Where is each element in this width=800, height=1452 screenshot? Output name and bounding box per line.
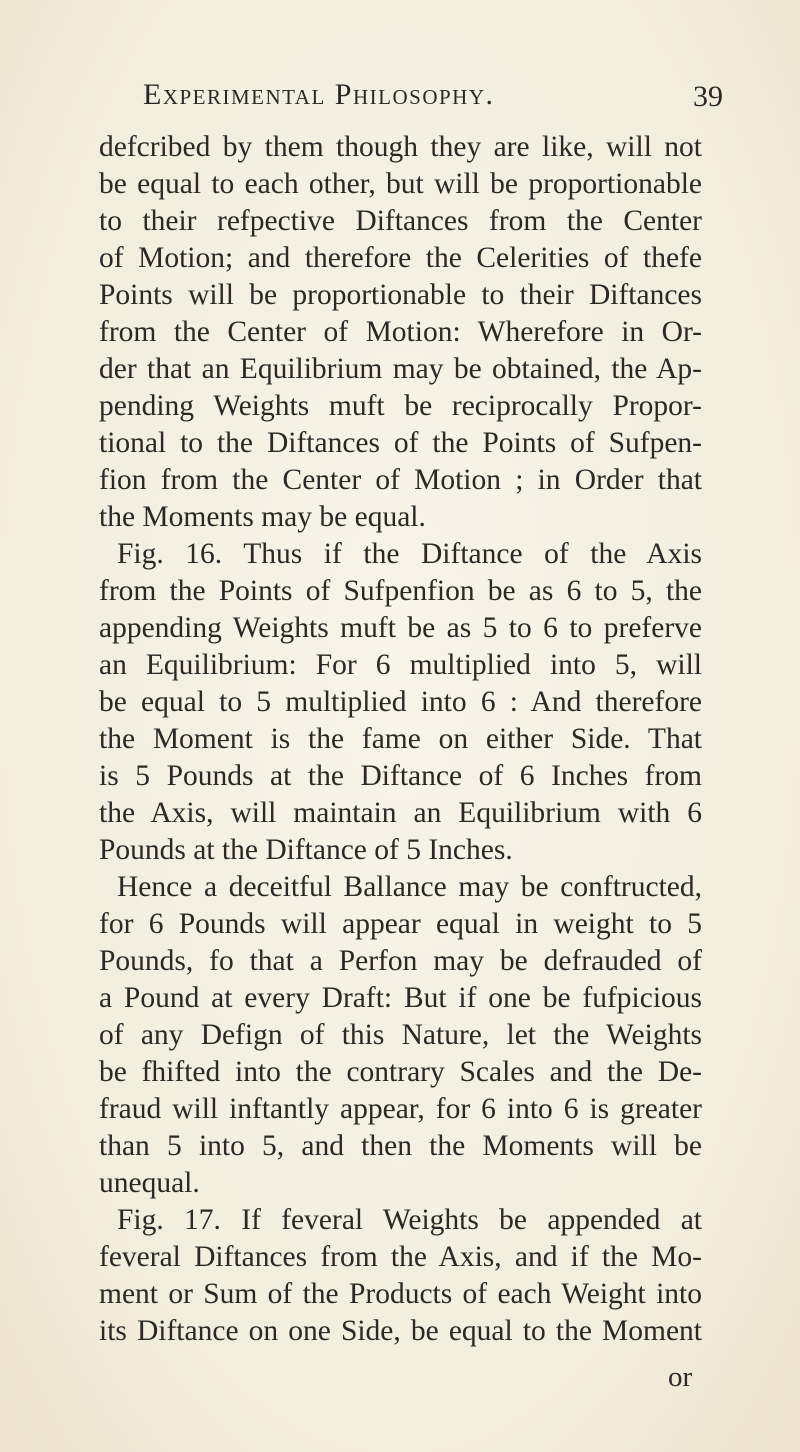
text-line: of Motion; and therefore the Celerities of thefe [99,242,702,274]
text-line: than 5 into 5, and then the Moments will be [99,1130,702,1162]
text-line: Points will be proportionable to their Diftances [99,279,702,311]
text-line: pending Weights muft be reciprocally Propor- [99,390,702,422]
text-line: Pounds, fo that a Perfon may be defrauded of [99,945,702,977]
text-line: its Diftance on one Side, be equal to the Moment [99,1315,702,1347]
text-line: tional to the Diftances of the Points of Sufpen- [99,427,702,459]
text-line: the Moments may be equal. [99,501,426,533]
text-line: Fig. 17. If feveral Weights be appended at [117,1204,702,1236]
text-line: an Equilibrium: For 6 multiplied into 5, will [99,649,702,681]
page-number: 39 [693,80,723,113]
text-line: unequal. [99,1167,200,1199]
text-line: fraud will inftantly appear, for 6 into 6 is greater [99,1093,702,1125]
text-line: from the Center of Motion: Wherefore in Or- [99,316,702,348]
text-line: Fig. 16. Thus if the Diftance of the Axis [117,538,702,570]
text-line: be equal to each other, but will be proportionable [99,168,702,200]
text-line: from the Points of Sufpenfion be as 6 to 5, the [99,575,702,607]
text-line: der that an Equilibrium may be obtained, the Ap- [99,353,702,385]
text-line: Hence a deceitful Ballance may be conftructed, [117,871,702,903]
text-line: ment or Sum of the Products of each Weight into [99,1278,702,1310]
text-line: the Axis, will maintain an Equilibrium with 6 [99,797,702,829]
text-line: to their refpective Diftances from the Center [99,205,702,237]
text-line: Pounds at the Diftance of 5 Inches. [99,834,513,866]
text-line: appending Weights muft be as 5 to 6 to preferve [99,612,702,644]
text-line: defcribed by them though they are like, will not [99,131,702,163]
text-line: a Pound at every Draft: But if one be fufpicious [99,982,702,1014]
text-line: for 6 Pounds will appear equal in weight to 5 [99,908,702,940]
catchword: or [668,1361,693,1393]
text-line: of any Defign of this Nature, let the Weights [99,1019,702,1051]
text-line: be fhifted into the contrary Scales and the De- [99,1056,702,1088]
text-line: is 5 Pounds at the Diftance of 6 Inches from [99,760,702,792]
running-head: Experimental Philosophy. [143,78,495,111]
text-line: feveral Diftances from the Axis, and if the Mo- [99,1241,702,1273]
text-line: the Moment is the fame on either Side. That [99,723,702,755]
text-line: fion from the Center of Motion ; in Order that [99,464,702,496]
text-line: be equal to 5 multiplied into 6 : And therefore [99,686,702,718]
